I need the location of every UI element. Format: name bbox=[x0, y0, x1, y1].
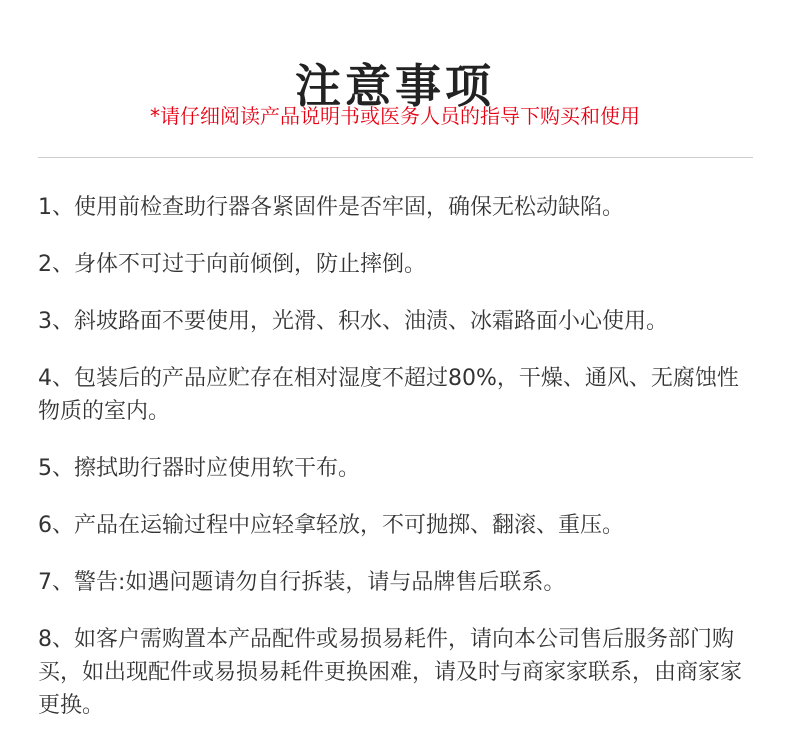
subtitle-warning: *请仔细阅读产品说明书或医务人员的指导下购买和使用 bbox=[150, 104, 640, 128]
notes-list bbox=[38, 191, 756, 722]
note-item-3: 3、斜坡路面不要使用，光滑、积水、油渍、冰霜路面小心使用。 bbox=[38, 309, 668, 334]
divider bbox=[38, 157, 753, 158]
note-item-5: 5、擦拭助行器时应使用软干布。 bbox=[38, 456, 360, 481]
note-item-6: 6、产品在运输过程中应轻拿轻放，不可抛掷、翻滚、重压。 bbox=[38, 513, 624, 538]
note-item-7: 7、警告:如遇问题请勿自行拆装，请与品牌售后联系。 bbox=[38, 570, 566, 595]
note-item-2: 2、身体不可过于向前倾倒，防止摔倒。 bbox=[38, 252, 426, 277]
note-item-4: 4、包装后的产品应贮存在相对湿度不超过80%，干燥、通风、无腐蚀性物质的室内。 bbox=[38, 366, 739, 424]
page-title: 注意事项 bbox=[295, 58, 495, 113]
note-item-1: 1、使用前检查助行器各紧固件是否牢固，确保无松动缺陷。 bbox=[38, 195, 624, 220]
note-item-8: 8、如客户需购置本产品配件或易损易耗件，请向本公司售后服务部门购买，如出现配件或易损易耗件更换困难，请及时与商家家联系，由商家家更换。 bbox=[38, 627, 743, 718]
